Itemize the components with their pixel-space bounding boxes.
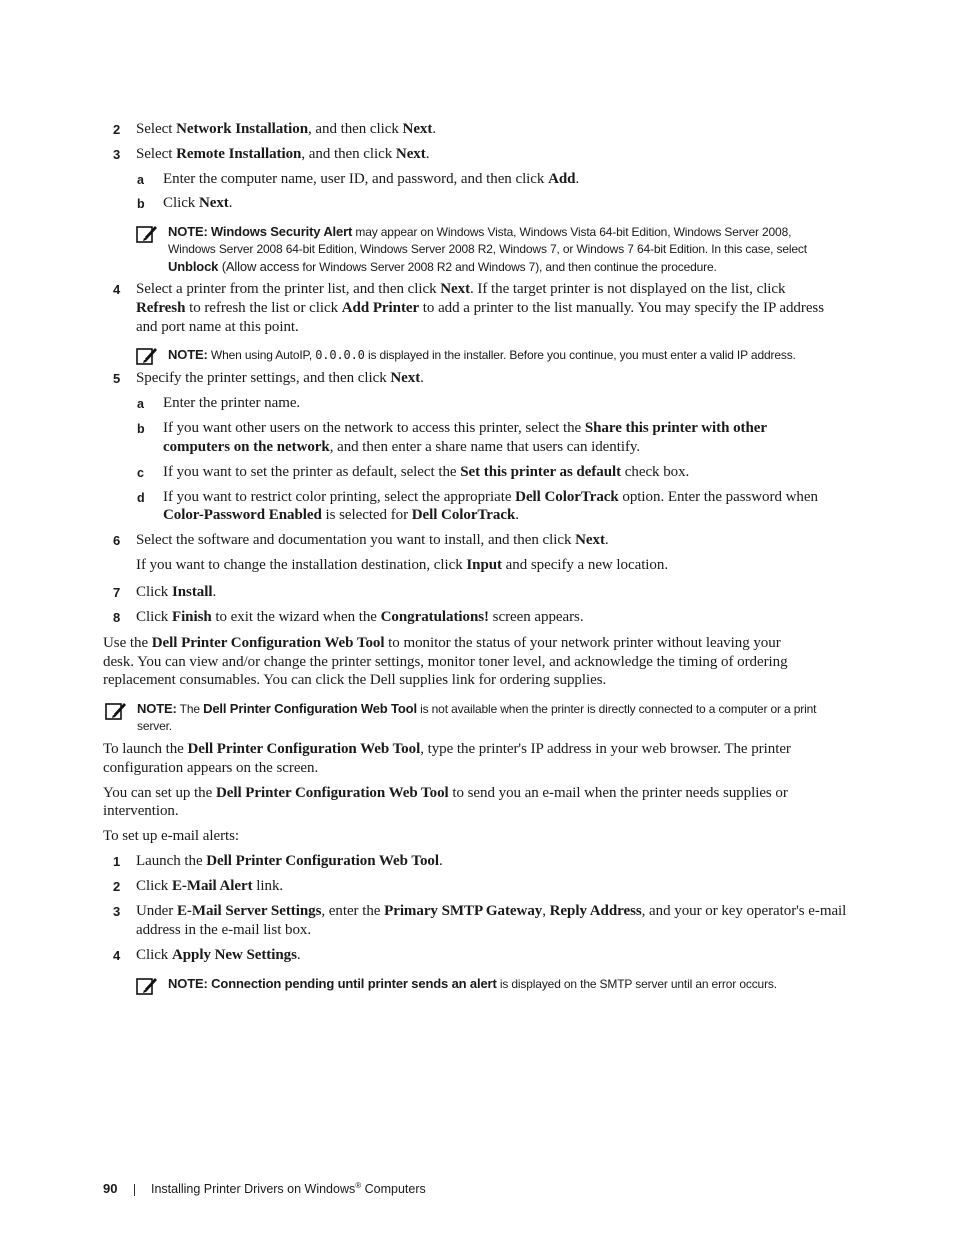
substep-text: If you want to set the printer as default, select the Set this printer as default check box. bbox=[163, 464, 690, 480]
note-line: NOTE: The Dell Printer Configuration Web Tool is not available when the printer is directly connected to a computer or a print bbox=[137, 701, 817, 716]
step-text: address in the e-mail list box. bbox=[136, 922, 312, 938]
substep-letter: a bbox=[137, 173, 144, 187]
note-line: NOTE: Connection pending until printer sends an alert is displayed on the SMTP server until an error occurs. bbox=[168, 976, 777, 991]
substep-text: Enter the printer name. bbox=[163, 395, 301, 411]
step-number: 2 bbox=[113, 879, 121, 894]
step-number: 6 bbox=[113, 533, 121, 548]
pencil-note-icon bbox=[136, 223, 158, 243]
paragraph-line: desk. You can view and/or change the printer settings, monitor toner level, and acknowledge the timing of ordering bbox=[103, 654, 788, 670]
substep-letter: c bbox=[137, 466, 144, 480]
step-paragraph: If you want to change the installation destination, click Input and specify a new location. bbox=[136, 557, 669, 573]
step-text: Under E-Mail Server Settings, enter the Primary SMTP Gateway, Reply Address, and your or key operator's e-mail bbox=[136, 903, 847, 919]
step-text: Click Install. bbox=[136, 584, 217, 600]
footer-divider bbox=[134, 1184, 135, 1196]
step-number: 3 bbox=[113, 147, 121, 162]
step-text: Click E-Mail Alert link. bbox=[136, 878, 284, 894]
paragraph-line: To launch the Dell Printer Configuration Web Tool, type the printer's IP address in your web browser. The printer bbox=[103, 741, 791, 757]
paragraph-line: configuration appears on the screen. bbox=[103, 760, 319, 776]
step-text: and port name at this point. bbox=[136, 319, 299, 335]
step-text: Select a printer from the printer list, and then click Next. If the target printer is not displayed on the list, click bbox=[136, 281, 786, 297]
footer-title: Installing Printer Drivers on Windows® Computers bbox=[151, 1181, 426, 1197]
step-number: 7 bbox=[113, 585, 121, 600]
substep-letter: d bbox=[137, 491, 145, 505]
substep-text: If you want to restrict color printing, select the appropriate Dell ColorTrack option. Enter the password when bbox=[163, 489, 818, 505]
step-number: 1 bbox=[113, 854, 121, 869]
paragraph-line: Use the Dell Printer Configuration Web Tool to monitor the status of your network printer without leaving your bbox=[103, 635, 781, 651]
step-number: 4 bbox=[113, 948, 121, 963]
step-text: Select Remote Installation, and then click Next. bbox=[136, 146, 430, 162]
step-text: Launch the Dell Printer Configuration Web Tool. bbox=[136, 853, 443, 869]
note-line: NOTE: When using AutoIP, 0.0.0.0 is displayed in the installer. Before you continue, you must enter a valid IP address. bbox=[168, 347, 796, 362]
step-number: 5 bbox=[113, 371, 121, 386]
paragraph-line: To set up e-mail alerts: bbox=[103, 828, 240, 844]
step-number: 8 bbox=[113, 610, 121, 625]
step-number: 2 bbox=[113, 122, 121, 137]
pencil-note-icon bbox=[105, 700, 127, 720]
substep-text: Color-Password Enabled is selected for Dell ColorTrack. bbox=[163, 507, 519, 523]
step-number: 3 bbox=[113, 904, 121, 919]
paragraph-line: replacement consumables. You can click the Dell supplies link for ordering supplies. bbox=[103, 672, 607, 688]
substep-text: computers on the network, and then enter a share name that users can identify. bbox=[163, 439, 641, 455]
step-text: Specify the printer settings, and then click Next. bbox=[136, 370, 424, 386]
substep-text: Click Next. bbox=[163, 195, 233, 211]
step-text: Select the software and documentation you want to install, and then click Next. bbox=[136, 532, 609, 548]
note-line: Unblock (Allow access for Windows Server 2008 R2 and Windows 7), and then continue the procedure. bbox=[168, 259, 717, 274]
step-text: Click Finish to exit the wizard when the Congratulations! screen appears. bbox=[136, 609, 584, 625]
step-text: Refresh to refresh the list or click Add Printer to add a printer to the list manually. You may specify the IP address bbox=[136, 300, 825, 316]
substep-letter: a bbox=[137, 397, 144, 411]
note-line: Windows Server 2008 64-bit Edition, Windows Server 2008 R2, Windows 7, or Windows 7 64-bit Edition. In this case, select bbox=[168, 242, 807, 256]
paragraph-line: intervention. bbox=[103, 803, 179, 819]
substep-text: Enter the computer name, user ID, and password, and then click Add. bbox=[163, 171, 580, 187]
step-text: Click Apply New Settings. bbox=[136, 947, 301, 963]
note-line: NOTE: Windows Security Alert may appear on Windows Vista, Windows Vista 64-bit Edition, Windows Server 2008, bbox=[168, 224, 792, 239]
note-line: server. bbox=[137, 719, 172, 733]
step-number: 4 bbox=[113, 282, 121, 297]
page-number: 90 bbox=[103, 1181, 118, 1196]
pencil-note-icon bbox=[136, 345, 158, 365]
pencil-note-icon bbox=[136, 975, 158, 995]
paragraph-line: You can set up the Dell Printer Configuration Web Tool to send you an e-mail when the printer needs supplies or bbox=[103, 785, 788, 801]
step-text: Select Network Installation, and then click Next. bbox=[136, 121, 437, 137]
substep-letter: b bbox=[137, 422, 145, 436]
substep-letter: b bbox=[137, 197, 145, 211]
substep-text: If you want other users on the network to access this printer, select the Share this printer with other bbox=[163, 420, 767, 436]
